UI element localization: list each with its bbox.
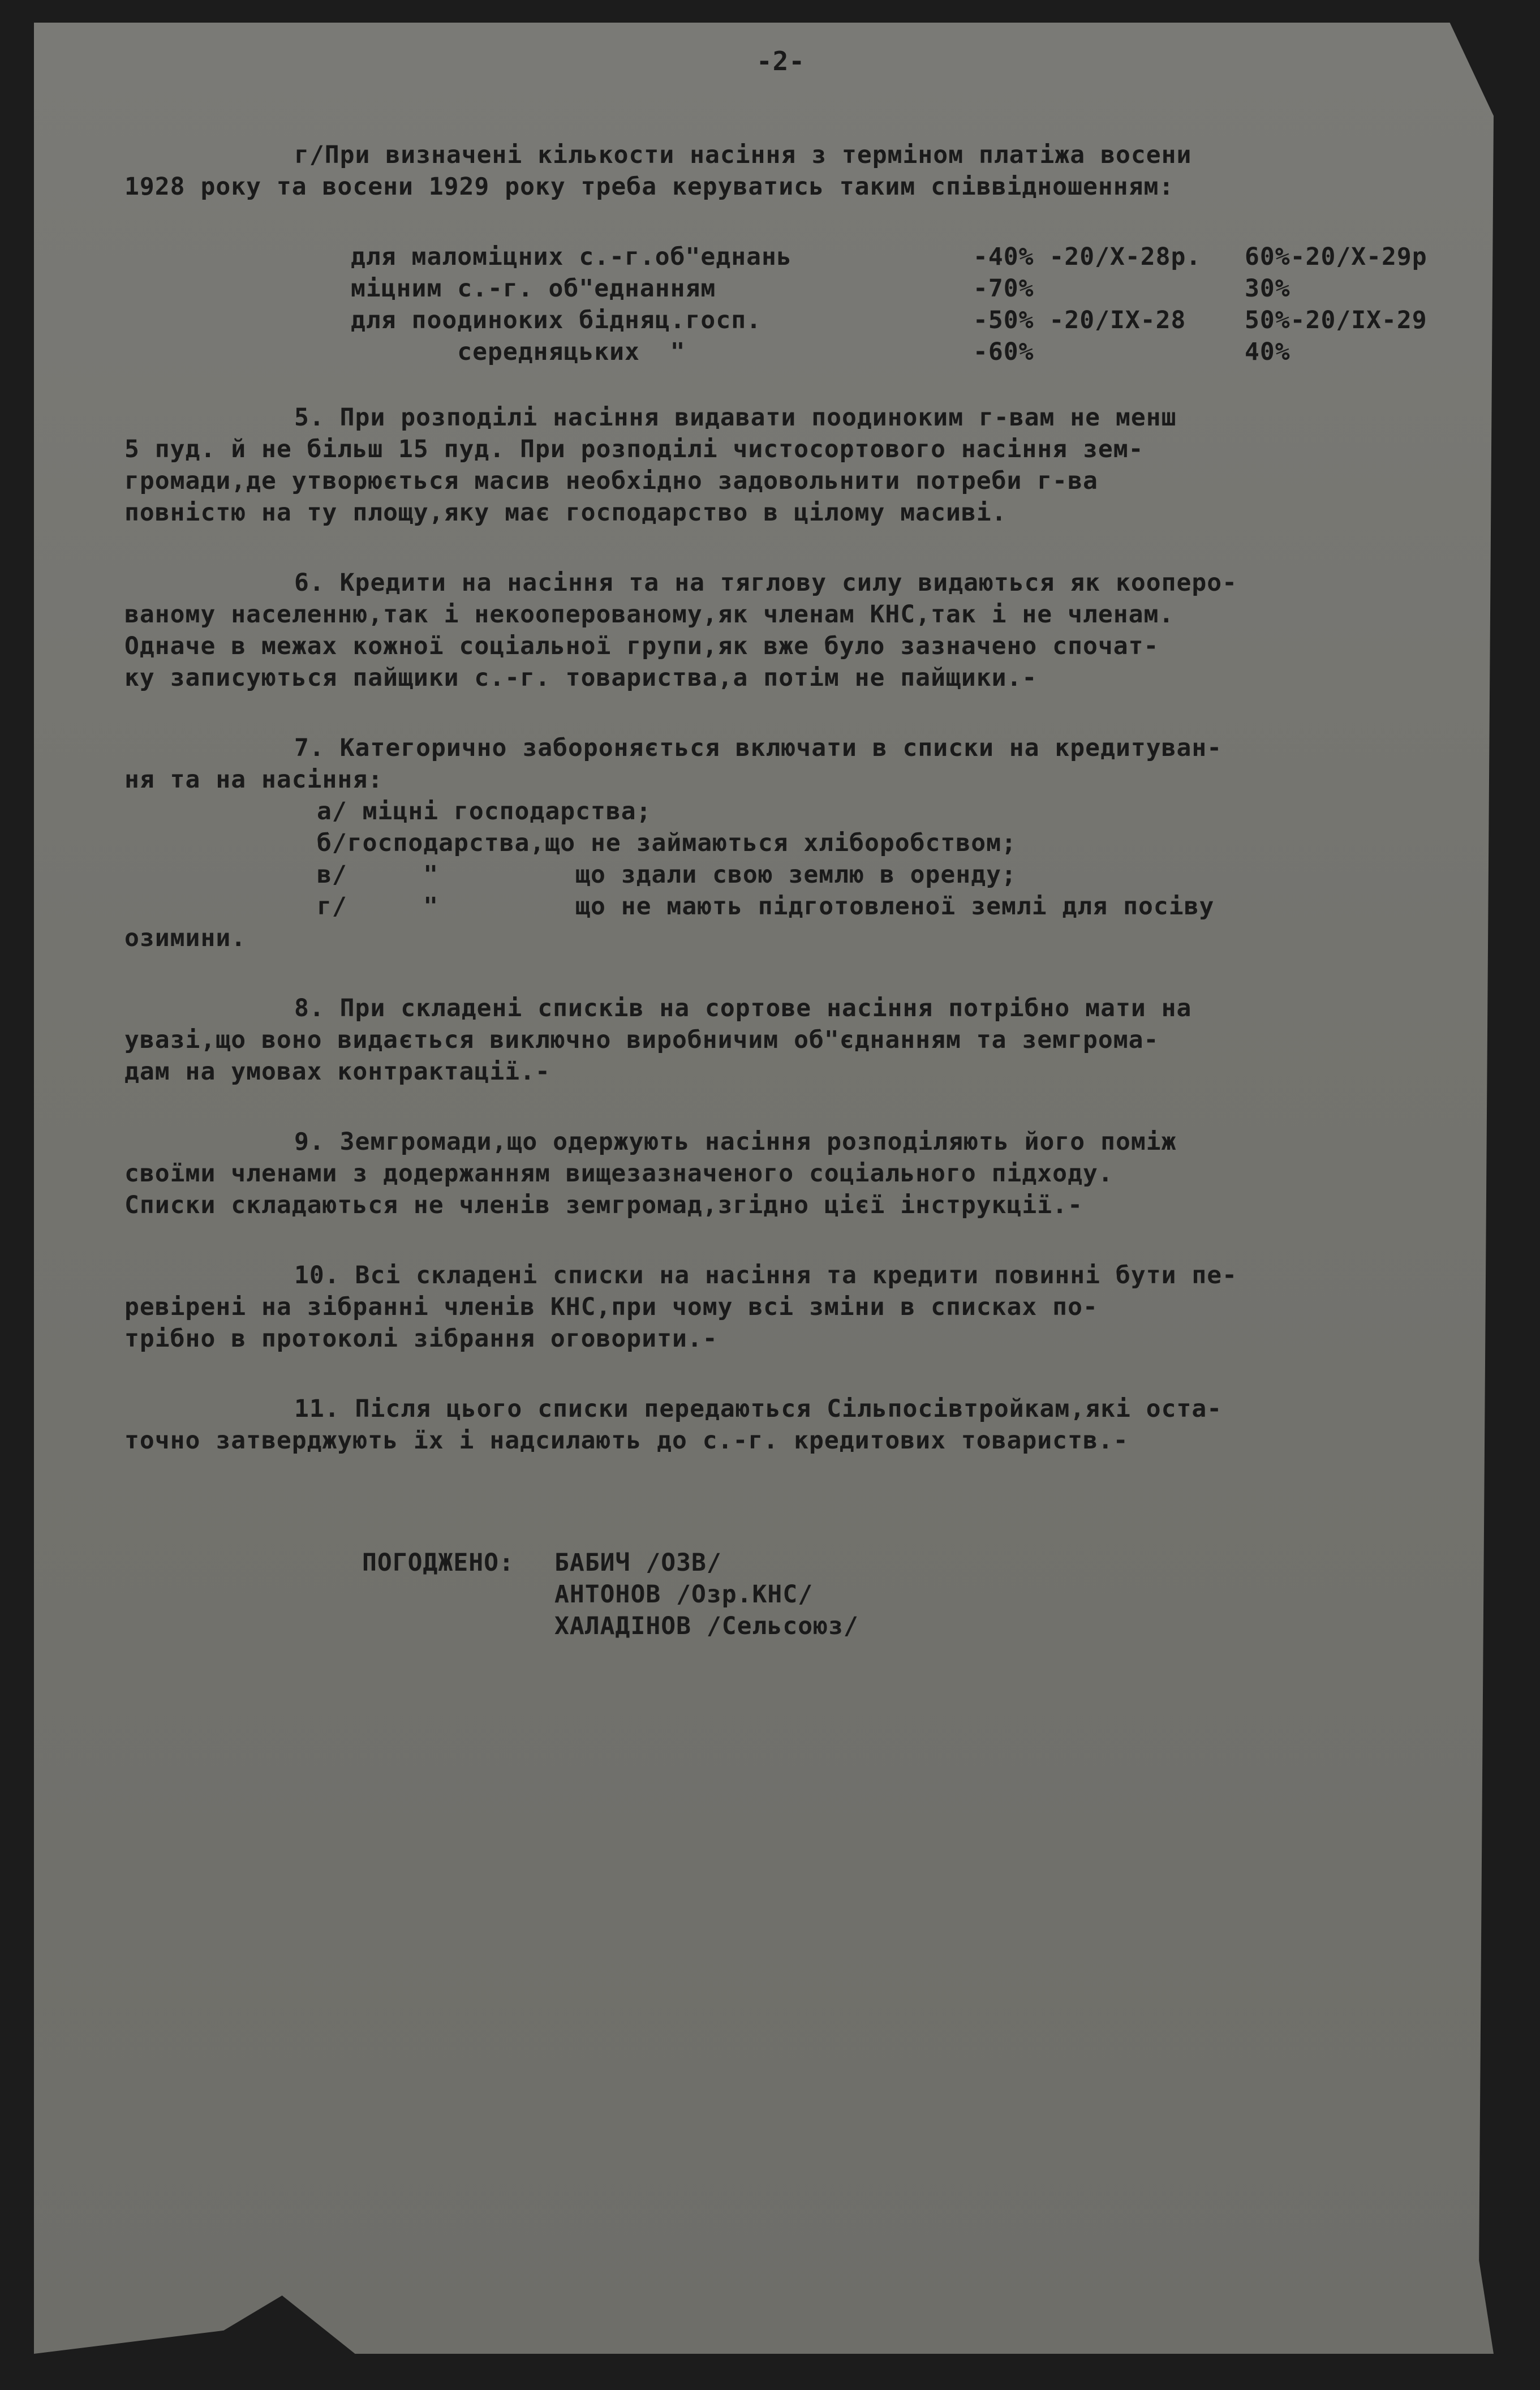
text-line: ваному населенню,так і некооперованому,як членам КНС,так і не членам. xyxy=(124,600,1175,629)
rates-autumn-1928: -70% xyxy=(973,274,1034,303)
text-line: повністю на ту площу,яку має господарство в цілому масиві. xyxy=(124,498,1007,527)
rates-label: міцним с.-г. об"еднанням xyxy=(351,274,716,303)
text-line: 5 пуд. й не більш 15 пуд. При розподілі чистосортового насіння зем- xyxy=(124,435,1144,463)
text-line: громади,де утворюється масив необхідно задовольнити потреби г-ва xyxy=(124,467,1098,495)
rates-autumn-1929: 30% xyxy=(1245,274,1290,303)
rates-row xyxy=(351,241,1437,273)
signatory-name: АНТОНОВ /Озр.КНС/ xyxy=(554,1580,814,1609)
text-line: ревірені на зібранні членів КНС,при чому всі зміни в списках по- xyxy=(124,1293,1098,1321)
rates-row xyxy=(351,336,1437,368)
list-item: г/ " що не мають підготовленої землі для посіву xyxy=(317,892,1215,921)
text-line: точно затверджують їх і надсилають до с.-г. кредитових товариств.- xyxy=(124,1426,1129,1455)
text-line: г/При визначені кількости насіння з терміном платіжа восени xyxy=(294,141,1192,169)
text-line: 6. Кредити на насіння та на тяглову силу видаються як кооперо- xyxy=(294,569,1238,597)
rates-label: для маломіцних с.-г.об"еднань xyxy=(351,243,792,271)
text-line: ку записуються пайщики с.-г. товариства,а потім не пайщики.- xyxy=(124,664,1038,692)
paragraph-g xyxy=(124,139,1437,203)
rates-label: для поодиноких бідняц.госп. xyxy=(351,306,762,334)
list-item: в/ " що здали свою землю в оренду; xyxy=(317,861,1017,889)
text-line: увазі,що воно видається виключно виробничим об"єднанням та земгрома- xyxy=(124,1026,1159,1054)
text-line: озимини. xyxy=(124,924,247,952)
text-line: ня та на насіння: xyxy=(124,766,384,794)
signoff-label: ПОГОДЖЕНО: xyxy=(362,1549,514,1577)
list-item: б/господарства,що не займаються хліборобством; xyxy=(317,829,1017,857)
list-item: а/ міцні господарства; xyxy=(317,797,652,826)
paragraph-5 xyxy=(124,402,1437,528)
rates-row xyxy=(351,273,1437,304)
text-line: 7. Категорично забороняється включати в списки на кредитуван- xyxy=(294,734,1223,762)
text-line: 8. При складені списків на сортове насіння потрібно мати на xyxy=(294,994,1192,1022)
text-line: 5. При розподілі насіння видавати поодиноким г-вам не менш xyxy=(294,403,1177,432)
paragraph-6 xyxy=(124,567,1437,694)
paragraph-11 xyxy=(124,1393,1437,1456)
paragraph-7 xyxy=(124,732,1437,954)
rates-autumn-1928: -40% -20/X-28р. xyxy=(973,243,1202,271)
signatory-name: БАБИЧ /ОЗВ/ xyxy=(554,1549,722,1577)
rates-autumn-1929: 40% xyxy=(1245,338,1290,366)
text-line: 11. Після цього списки передаються Сільпосівтройкам,які оста- xyxy=(294,1395,1223,1423)
text-line: 1928 року та восени 1929 року треба керуватись таким співвідношенням: xyxy=(124,173,1175,201)
paragraph-9 xyxy=(124,1126,1437,1221)
text-line: своїми членами з додержанням вищезазначеного соціального підходу. xyxy=(124,1159,1113,1188)
signoff-block xyxy=(124,1547,1437,1642)
rates-autumn-1929: 60%-20/X-29р xyxy=(1245,243,1427,271)
text-line: 10. Всі складені списки на насіння та кредити повинні бути пе- xyxy=(294,1261,1238,1289)
rates-autumn-1928: -50% -20/IX-28 xyxy=(973,306,1186,334)
page-number: -2- xyxy=(756,46,806,76)
rates-autumn-1928: -60% xyxy=(973,338,1034,366)
rates-row xyxy=(351,304,1437,336)
signatory-name: ХАЛАДІНОВ /Сельсоюз/ xyxy=(554,1612,859,1640)
signoff-row xyxy=(362,1547,1437,1579)
text-line: 9. Земгромади,що одержують насіння розподіляють його поміж xyxy=(294,1128,1177,1156)
text-line: трібно в протоколі зібрання оговорити.- xyxy=(124,1325,718,1353)
paragraph-8 xyxy=(124,992,1437,1087)
exclusion-list xyxy=(124,796,1437,922)
rates-label: середняцьких " xyxy=(351,338,686,366)
text-line: Одначе в межах кожної соціальної групи,як вже було зазначено спочат- xyxy=(124,632,1159,660)
text-line: Списки складаються не членів земгромад,згідно цієї інструкції.- xyxy=(124,1191,1083,1219)
document-body xyxy=(124,45,1437,1642)
rates-autumn-1929: 50%-20/IX-29 xyxy=(1245,306,1427,334)
signoff-row xyxy=(362,1610,1437,1642)
signoff-row xyxy=(362,1579,1437,1610)
rates-table xyxy=(351,241,1437,368)
paragraph-10 xyxy=(124,1260,1437,1355)
text-line: дам на умовах контрактації.- xyxy=(124,1058,550,1086)
